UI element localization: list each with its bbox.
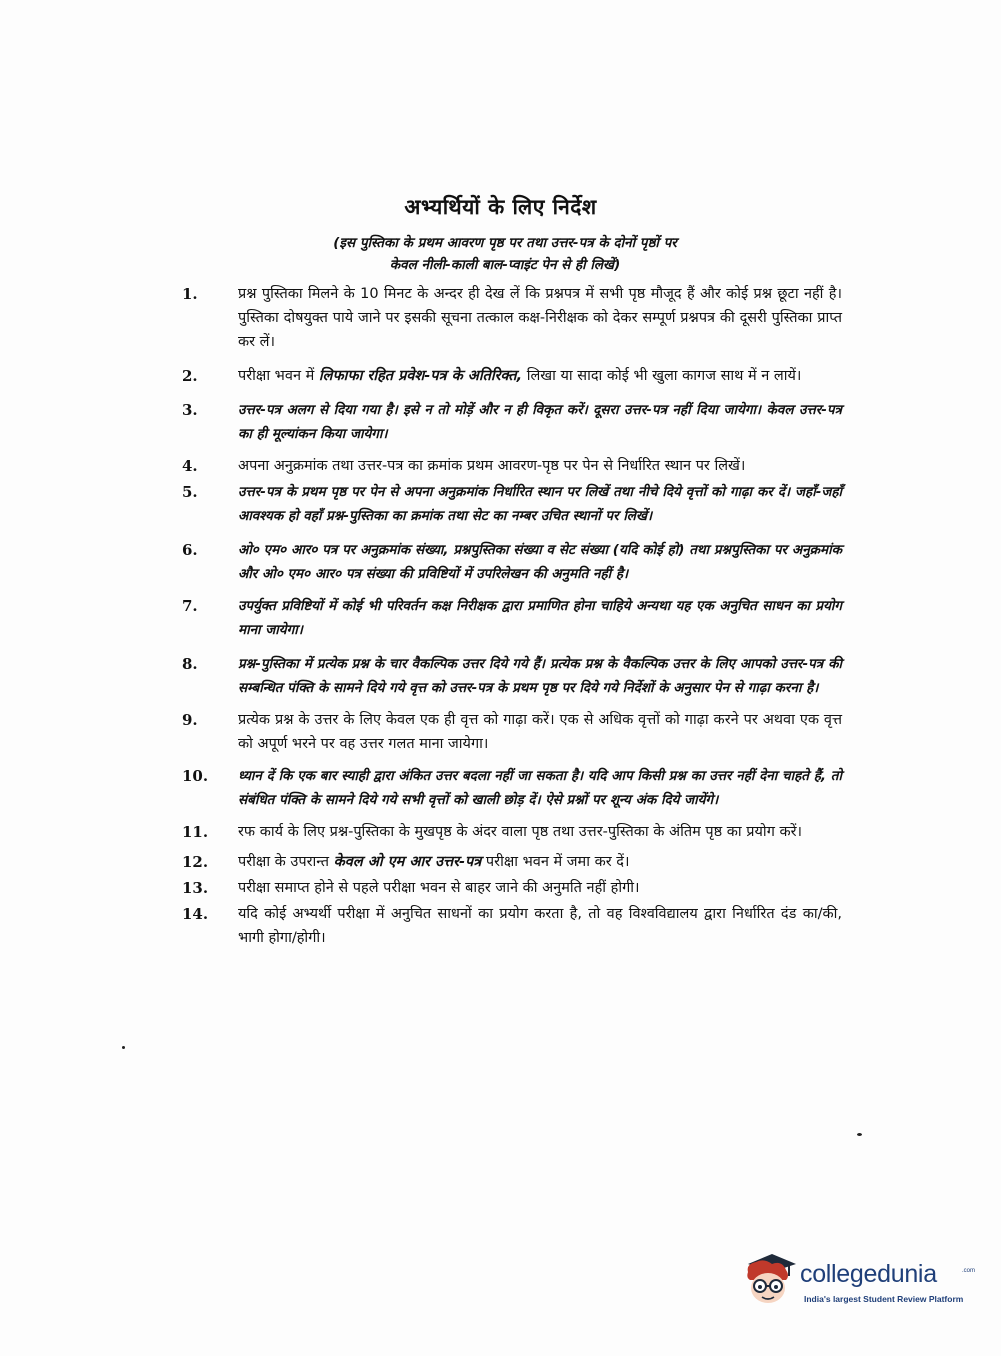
item-number: 13.: [182, 879, 209, 897]
item-text: [238, 364, 842, 388]
item-text: उत्तर-पत्र के प्रथम पृष्ठ पर पेन से अपना अनुक्रमांक निर्धारित स्थान पर लिखें तथा नीचे दिये वृत्तों को गाढ़ा कर दें। जहाँ-जहाँ आवश्यक हो वहाँ प्रश्न-पुस्तिका का क्रमांक तथा सेट का नम्बर उचित स्थानों पर लिखें।: [238, 484, 842, 524]
item-text: प्रत्येक प्रश्न के उत्तर के लिए केवल एक ही वृत्त को गाढ़ा करें। एक से अधिक वृत्तों को गाढ़ा करने पर अथवा एक वृत्त को अपूर्ण भरने पर वह उत्तर गलत माना जायेगा।: [238, 712, 842, 752]
document-subtitle: [250, 232, 760, 276]
item-number: 7.: [182, 597, 198, 615]
item-text: यदि कोई अभ्यर्थी परीक्षा में अनुचित साधनों का प्रयोग करता है, तो वह विश्वविद्यालय द्वारा निर्धारित दंड का/की, भागी होगा/होगी।: [238, 906, 842, 946]
item-text: प्रश्न पुस्तिका मिलने के 10 मिनट के अन्दर ही देख लें कि प्रश्नपत्र में सभी पृष्ठ मौजूद हैं और कोई प्रश्न छूटा नहीं है। पुस्तिका दोषयुक्त पाये जाने पर इसकी सूचना तत्काल कक्ष-निरीक्षक को देकर सम्पूर्ण प्रश्नपत्र की दूसरी पुस्तिका प्राप्त कर लें।: [238, 286, 842, 350]
item-text: ओ० एम० आर० पत्र पर अनुक्रमांक संख्या, प्रश्नपुस्तिका संख्या व सेट संख्या (यदि कोई हो) तथा प्रश्नपुस्तिका पर अनुक्रमांक और ओ० एम० आर० पत्र संख्या की प्रविष्टियों में उपरिलेखन की अनुमति नहीं है।: [238, 542, 842, 582]
brand-name: collegedunia: [800, 1260, 937, 1288]
instruction-list: [182, 282, 842, 950]
collegedunia-watermark: [742, 1250, 982, 1310]
item-text: प्रश्न-पुस्तिका में प्रत्येक प्रश्न के चार वैकल्पिक उत्तर दिये गये हैं। प्रत्येक प्रश्न के वैकल्पिक उत्तर के लिए आपको उत्तर-पत्र की सम्बन्धित पंक्ति के सामने दिये गये वृत्त को उत्तर-पत्र के प्रथम पृष्ठ पर दिये गये निर्देशों के अनुसार पेन से गाढ़ा करना है।: [238, 656, 842, 696]
instruction-item: [182, 850, 842, 874]
item-number: 8.: [182, 655, 198, 673]
mascot-icon: [742, 1250, 796, 1306]
item-number: 2.: [182, 367, 198, 385]
scan-speck: [857, 1133, 862, 1136]
item-number: 10.: [182, 767, 209, 785]
instruction-item: [182, 764, 842, 812]
item-number: 3.: [182, 401, 198, 419]
item-number: 5.: [182, 483, 198, 501]
item-text: रफ कार्य के लिए प्रश्न-पुस्तिका के मुखपृष्ठ के अंदर वाला पृष्ठ तथा उत्तर-पुस्तिका के अंतिम पृष्ठ का प्रयोग करें।: [238, 824, 803, 840]
item-text: उपर्युक्त प्रविष्टियों में कोई भी परिवर्तन कक्ष निरीक्षक द्वारा प्रमाणित होना चाहिये अन्यथा यह एक अनुचित साधन का प्रयोग माना जायेगा।: [238, 598, 842, 638]
instruction-item: [182, 820, 842, 844]
instruction-item: [182, 594, 842, 642]
instruction-item: [182, 454, 842, 478]
brand-dotcom: .com: [962, 1268, 976, 1274]
item-number: 6.: [182, 541, 198, 559]
document-title: अभ्यर्थियों के लिए निर्देश: [404, 195, 597, 219]
instruction-item: [182, 538, 842, 586]
item-text-part: परीक्षा भवन में: [238, 368, 315, 384]
item-text-part: परीक्षा भवन में जमा कर दें।: [485, 854, 630, 870]
item-number: 9.: [182, 711, 198, 729]
item-number: 4.: [182, 457, 198, 475]
instruction-item: [182, 708, 842, 756]
item-number: 12.: [182, 853, 209, 871]
item-number: 14.: [182, 905, 209, 923]
item-number: 11.: [182, 823, 209, 841]
subtitle-line-2: केवल नीली-काली बाल-प्वाइंट पेन से ही लिखें): [389, 257, 621, 273]
instruction-item: [182, 364, 842, 388]
item-text-part: लिखा या सादा कोई भी खुला कागज साथ में न लायें।: [526, 368, 802, 384]
item-text: परीक्षा समाप्त होने से पहले परीक्षा भवन से बाहर जाने की अनुमति नहीं होगी।: [238, 880, 640, 896]
item-text: [238, 850, 842, 874]
scan-speck: [122, 1046, 125, 1049]
instruction-item: [182, 902, 842, 950]
item-text-emphasis: केवल ओ एम आर उत्तर-पत्र: [333, 854, 482, 870]
item-text: उत्तर-पत्र अलग से दिया गया है। इसे न तो मोड़ें और न ही विकृत करें। दूसरा उत्तर-पत्र नहीं दिया जायेगा। केवल उत्तर-पत्र का ही मूल्यांकन किया जायेगा।: [238, 402, 842, 442]
instruction-item: [182, 398, 842, 446]
item-number: 1.: [182, 285, 198, 303]
item-text: ध्यान दें कि एक बार स्याही द्वारा अंकित उत्तर बदला नहीं जा सकता है। यदि आप किसी प्रश्न का उत्तर नहीं देना चाहते हैं, तो संबंधित पंक्ति के सामने दिये गये सभी वृत्तों को खाली छोड़ दें। ऐसे प्रश्नों पर शून्य अंक दिये जायेंगे।: [238, 768, 842, 808]
instruction-item: [182, 652, 842, 700]
instruction-item: [182, 876, 842, 900]
subtitle-line-1: (इस पुस्तिका के प्रथम आवरण पृष्ठ पर तथा उत्तर-पत्र के दोनों पृष्ठों पर: [333, 235, 677, 251]
item-text: अपना अनुक्रमांक तथा उत्तर-पत्र का क्रमांक प्रथम आवरण-पृष्ठ पर पेन से निर्धारित स्थान पर लिखें।: [238, 458, 746, 474]
instruction-item: [182, 282, 842, 354]
brand-tagline: India's largest Student Review Platform: [804, 1294, 964, 1304]
item-text-emphasis: लिफाफा रहित प्रवेश-पत्र के अतिरिक्त,: [318, 368, 523, 384]
instruction-item: [182, 480, 842, 528]
item-text-part: परीक्षा के उपरान्त: [238, 854, 330, 870]
